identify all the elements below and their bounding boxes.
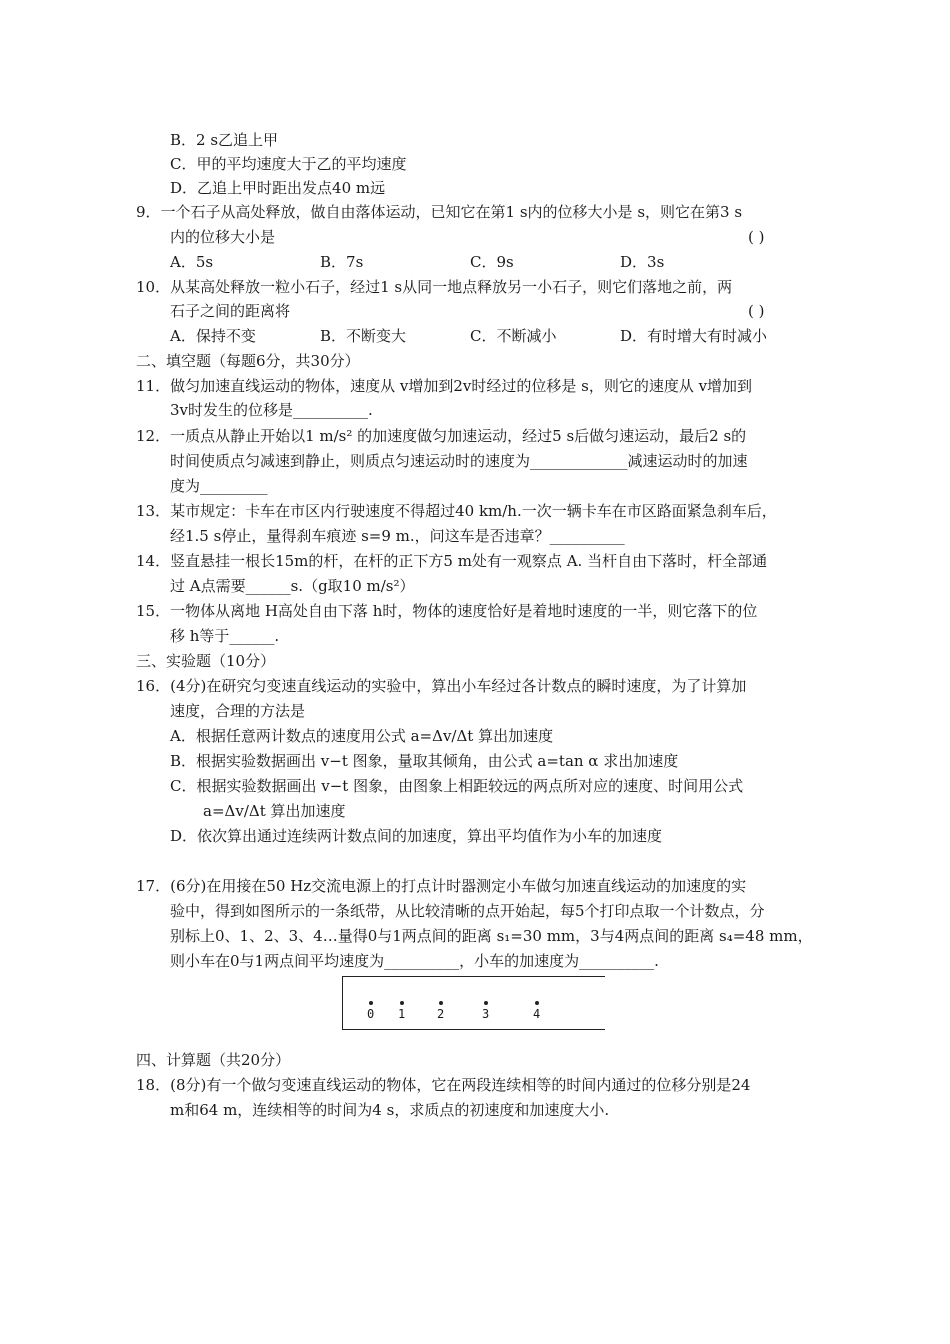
q17-line1: 17．(6分)在用接在50 Hz交流电源上的打点计时器测定小车做匀加速直线运动的加速度的实 bbox=[136, 877, 747, 895]
section-4-heading: 四、计算题（共20分） bbox=[136, 1051, 291, 1069]
tape-label-3: 3 bbox=[482, 1007, 490, 1021]
q9-stem-line2: 内的位移大小是 bbox=[170, 228, 276, 246]
q9-option-b: B．7s bbox=[320, 253, 364, 271]
q12-line1: 12．一质点从静止开始以1 m/s² 的加速度做匀加速运动，经过5 s后做匀速运动，最后2 s的 bbox=[136, 427, 747, 445]
q9-stem-line1: 9．一个石子从高处释放，做自由落体运动，已知它在第1 s内的位移大小是 s，则它在第3 s bbox=[136, 203, 743, 221]
q10-stem-line2: 石子之间的距离将 bbox=[170, 302, 291, 320]
tape-label-2: 2 bbox=[437, 1007, 445, 1021]
q10-option-c: C．不断减小 bbox=[470, 327, 557, 345]
q8-option-b: B．2 s乙追上甲 bbox=[170, 131, 279, 149]
q17-line3: 别标上0、1、2、3、4…量得0与1两点间的距离 s₁=30 mm，3与4两点间的距离 s₄=48 mm， bbox=[170, 927, 813, 945]
q15-line1: 15．一物体从离地 H高处自由下落 h时，物体的速度恰好是着地时速度的一半，则它落下的位 bbox=[136, 602, 758, 620]
q12-line2: 时间使质点匀减速到静止，则质点匀速运动时的速度为_____________减速运动时的加速 bbox=[170, 452, 748, 470]
q10-stem-line1: 10．从某高处释放一粒小石子，经过1 s从同一地点释放另一小石子，则它们落地之前，两 bbox=[136, 278, 733, 296]
q18-line1: 18．(8分)有一个做匀变速直线运动的物体，它在两段连续相等的时间内通过的位移分别是24 bbox=[136, 1076, 751, 1094]
tape-dot-3 bbox=[484, 1001, 488, 1005]
tape-dot-1 bbox=[400, 1001, 404, 1005]
q9-answer-paren: ( ) bbox=[748, 228, 765, 246]
tape-dot-0 bbox=[369, 1001, 373, 1005]
section-3-heading: 三、实验题（10分） bbox=[136, 652, 276, 670]
q13-line1: 13．某市规定：卡车在市区内行驶速度不得超过40 km/h.一次一辆卡车在市区路面紧急刹车后， bbox=[136, 502, 777, 520]
q8-option-c: C．甲的平均速度大于乙的平均速度 bbox=[170, 155, 407, 173]
q11-line1: 11．做匀加速直线运动的物体，速度从 v增加到2v时经过的位移是 s，则它的速度从 v增加到 bbox=[136, 377, 753, 395]
q10-option-d: D．有时增大有时减小 bbox=[620, 327, 768, 345]
q9-option-d: D．3s bbox=[620, 253, 665, 271]
q16-option-b: B．根据实验数据画出 v−t 图象，量取其倾角，由公式 a=tan α 求出加速度 bbox=[170, 752, 679, 770]
q12-line3: 度为_________ bbox=[170, 477, 268, 495]
q16-option-d: D．依次算出通过连续两计数点间的加速度，算出平均值作为小车的加速度 bbox=[170, 827, 663, 845]
q10-option-a: A．保持不变 bbox=[170, 327, 256, 345]
q16-line1: 16．(4分)在研究匀变速直线运动的实验中，算出小车经过各计数点的瞬时速度，为了计算加 bbox=[136, 677, 747, 695]
q8-option-d: D．乙追上甲时距出发点40 m远 bbox=[170, 179, 386, 197]
q9-option-c: C．9s bbox=[470, 253, 514, 271]
q13-line2: 经1.5 s停止，量得刹车痕迹 s=9 m.，问这车是否违章？__________ bbox=[170, 527, 625, 545]
tape-dot-4 bbox=[535, 1001, 539, 1005]
tape-dot-2 bbox=[439, 1001, 443, 1005]
q14-line1: 14．竖直悬挂一根长15m的杆，在杆的正下方5 m处有一观察点 A. 当杆自由下落时，杆全部通 bbox=[136, 552, 768, 570]
q10-option-b: B．不断变大 bbox=[320, 327, 407, 345]
paper-tape-figure bbox=[342, 976, 605, 1030]
q16-line2: 速度，合理的方法是 bbox=[170, 702, 306, 720]
tape-label-0: 0 bbox=[367, 1007, 375, 1021]
q16-option-a: A．根据任意两计数点的速度用公式 a=Δv/Δt 算出加速度 bbox=[170, 727, 554, 745]
q17-line2: 验中，得到如图所示的一条纸带，从比较清晰的点开始起，每5个打印点取一个计数点，分 bbox=[170, 902, 765, 920]
q14-line2: 过 A点需要______s.（g取10 m/s²） bbox=[170, 577, 415, 595]
section-2-heading: 二、填空题（每题6分，共30分） bbox=[136, 352, 360, 370]
tape-label-1: 1 bbox=[398, 1007, 406, 1021]
q16-option-c-line2: a=Δv/Δt 算出加速度 bbox=[203, 802, 346, 820]
q11-line2: 3v时发生的位移是__________. bbox=[170, 401, 373, 419]
q10-answer-paren: ( ) bbox=[748, 302, 765, 320]
q18-line2: m和64 m，连续相等的时间为4 s，求质点的初速度和加速度大小. bbox=[170, 1101, 610, 1119]
q16-option-c-line1: C．根据实验数据画出 v−t 图象，由图象上相距较远的两点所对应的速度、时间用公式 bbox=[170, 777, 744, 795]
q15-line2: 移 h等于______. bbox=[170, 627, 280, 645]
tape-label-4: 4 bbox=[533, 1007, 541, 1021]
q17-line4: 则小车在0与1两点间平均速度为__________，小车的加速度为__________. bbox=[170, 952, 659, 970]
q9-option-a: A．5s bbox=[170, 253, 214, 271]
